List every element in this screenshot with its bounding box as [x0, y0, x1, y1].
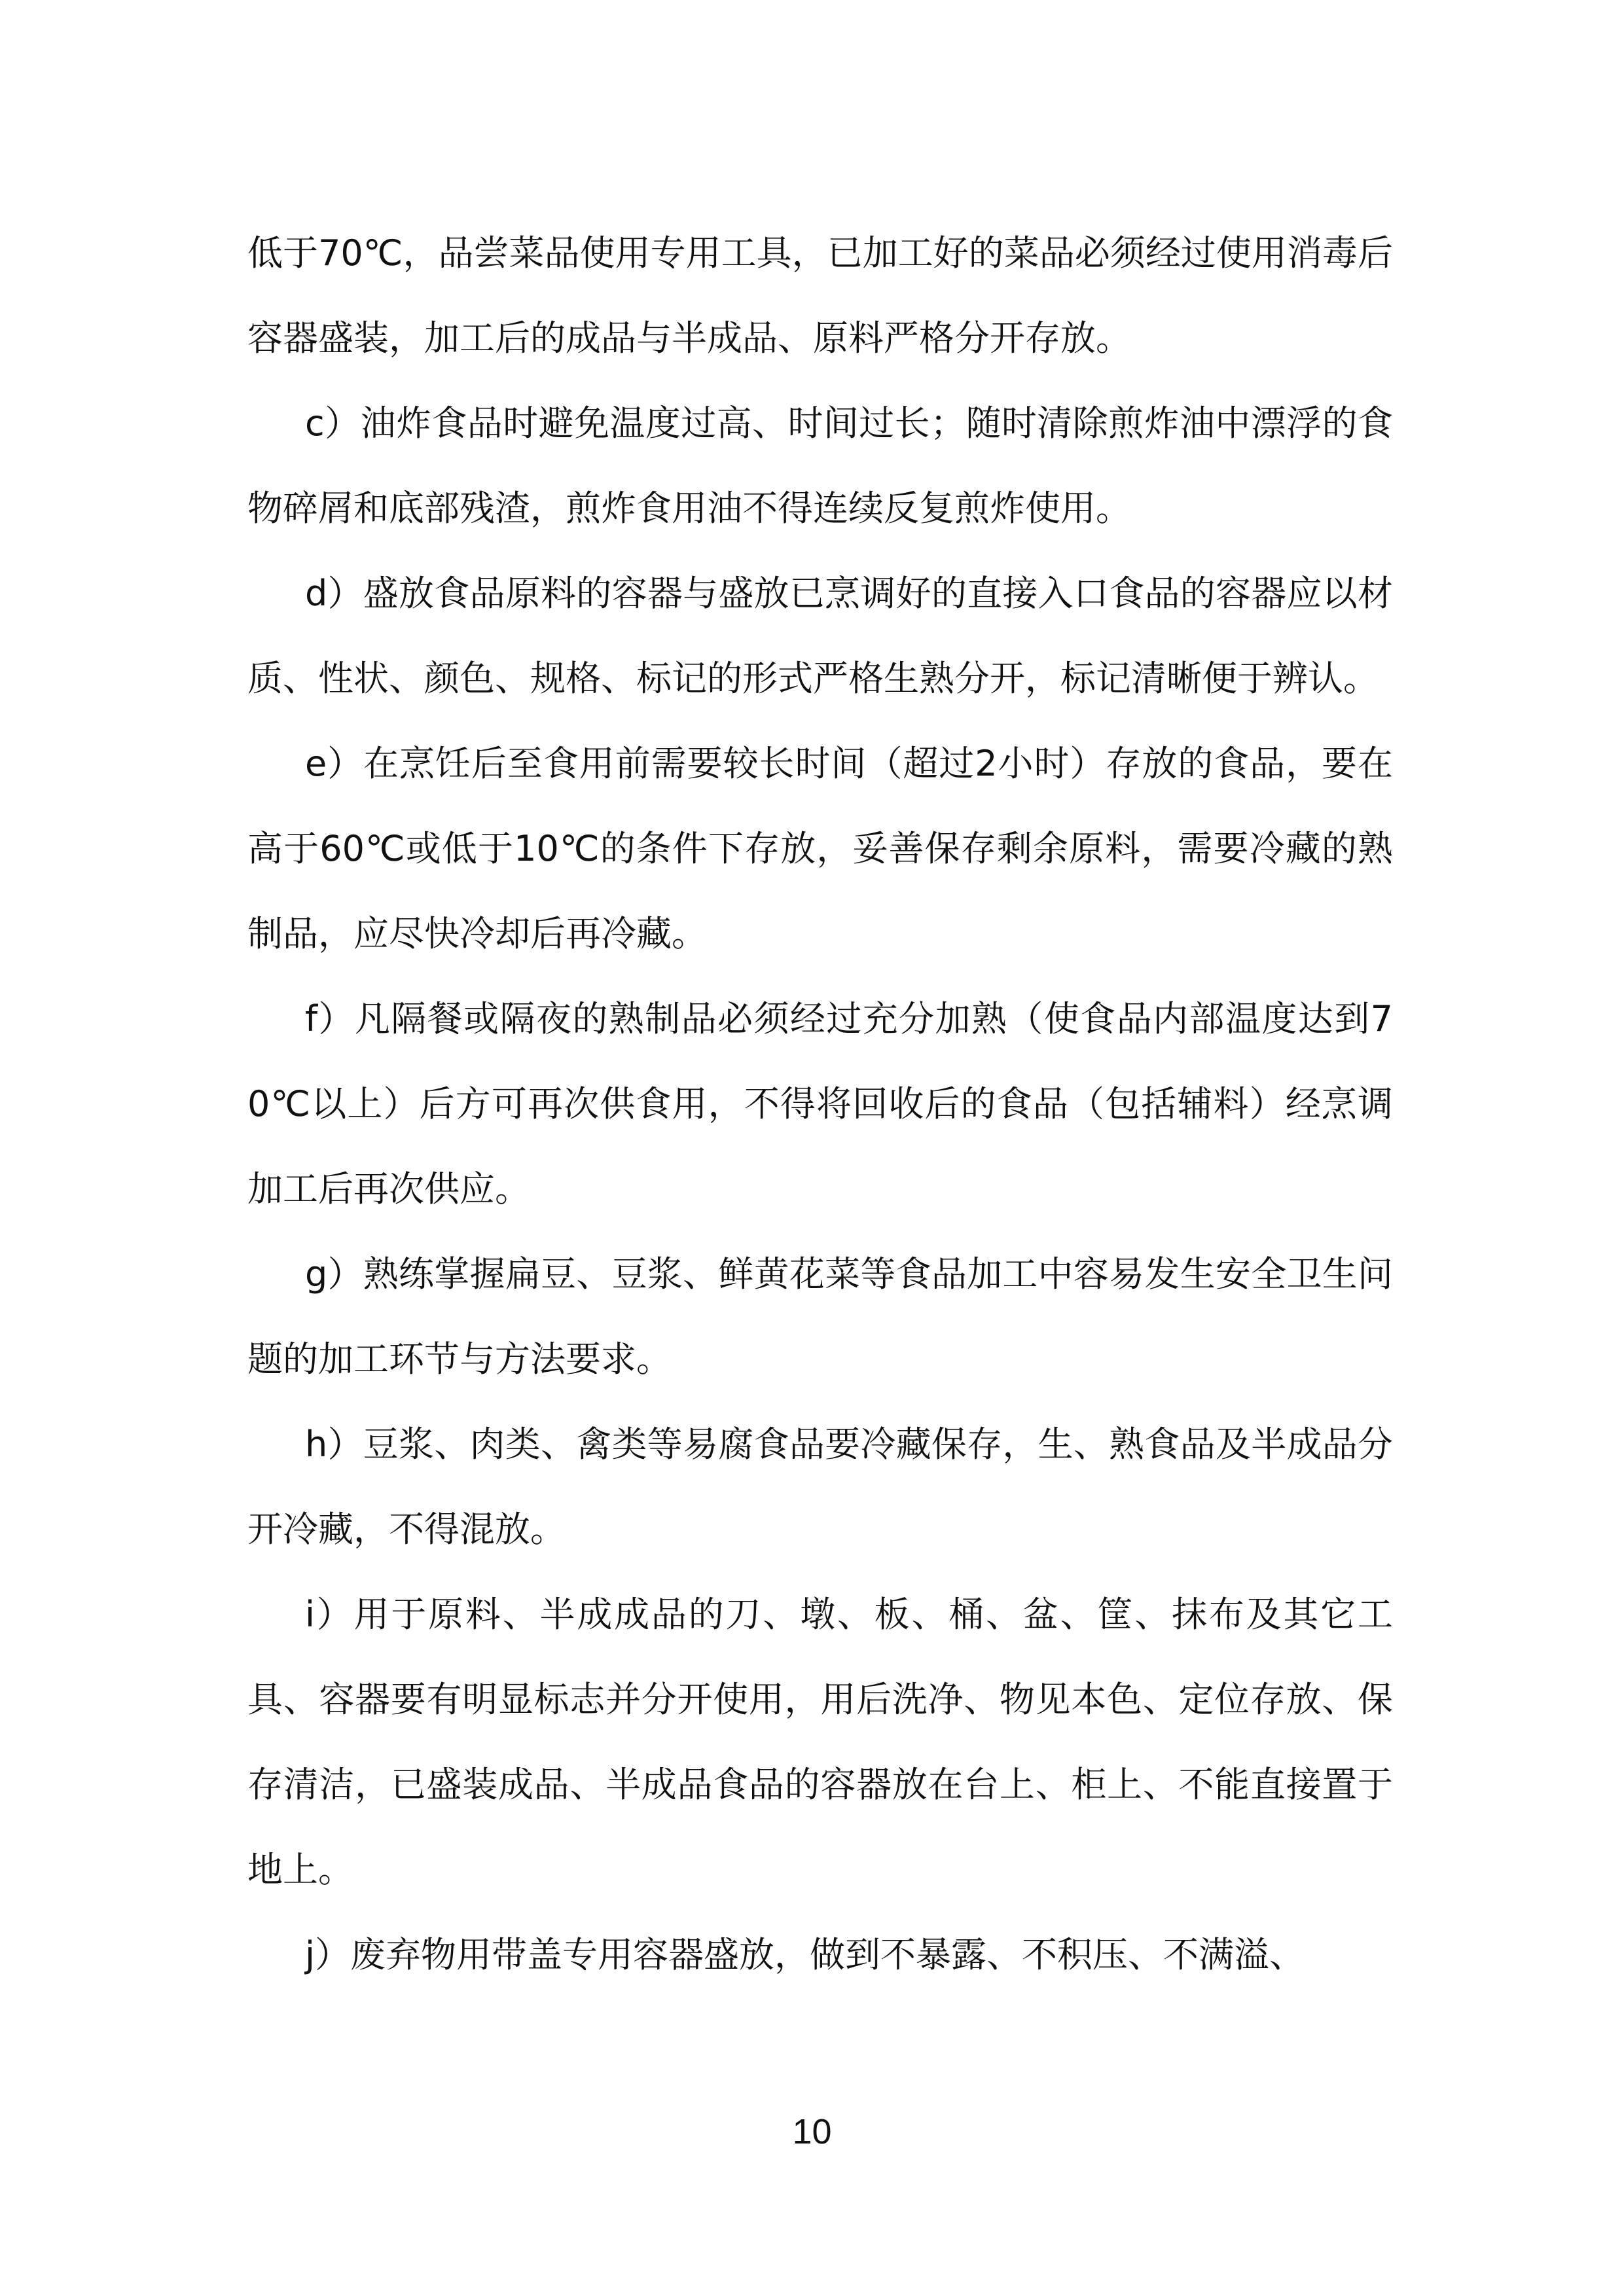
paragraph-item-e: e）在烹饪后至食用前需要较长时间（超过2小时）存放的食品，要在高于60℃或低于10℃的条件下存放，妥善保存剩余原料，需要冷藏的熟制品，应尽快冷却后再冷藏。 — [247, 743, 1393, 954]
paragraph-item-c: c）油炸食品时避免温度过高、时间过长；随时清除煎炸油中漂浮的食物碎屑和底部残渣，煎炸食用油不得连续反复煎炸使用。 — [247, 403, 1393, 529]
paragraph-item-j: j）废弃物用带盖专用容器盛放，做到不暴露、不积压、不满溢、 — [305, 1934, 1305, 1975]
paragraph-item-i: i）用于原料、半成成品的刀、墩、板、桶、盆、筐、抹布及其它工具、容器要有明显标志并分开使用，用后洗净、物见本色、定位存放、保存清洁，已盛装成品、半成品食品的容器放在台上、柜上、不能直接置于地上。 — [247, 1594, 1393, 1890]
paragraph-continuation: 低于70℃，品尝菜品使用专用工具，已加工好的菜品必须经过使用消毒后容器盛装，加工后的成品与半成品、原料严格分开存放。 — [247, 232, 1393, 359]
paragraph-item-f: f）凡隔餐或隔夜的熟制品必须经过充分加熟（使食品内部温度达到70℃以上）后方可再次供食用，不得将回收后的食品（包括辅料）经烹调加工后再次供应。 — [247, 998, 1393, 1210]
paragraph-item-g: g）熟练掌握扁豆、豆浆、鲜黄花菜等食品加工中容易发生安全卫生问题的加工环节与方法要求。 — [247, 1253, 1393, 1380]
paragraph-item-d: d）盛放食品原料的容器与盛放已烹调好的直接入口食品的容器应以材质、性状、颜色、规格、标记的形式严格生熟分开，标记清晰便于辨认。 — [247, 573, 1393, 699]
document-body — [247, 211, 1393, 1998]
paragraph-item-h: h）豆浆、肉类、禽类等易腐食品要冷藏保存，生、熟食品及半成品分开冷藏，不得混放。 — [247, 1424, 1393, 1550]
page-number: 10 — [792, 2112, 832, 2151]
